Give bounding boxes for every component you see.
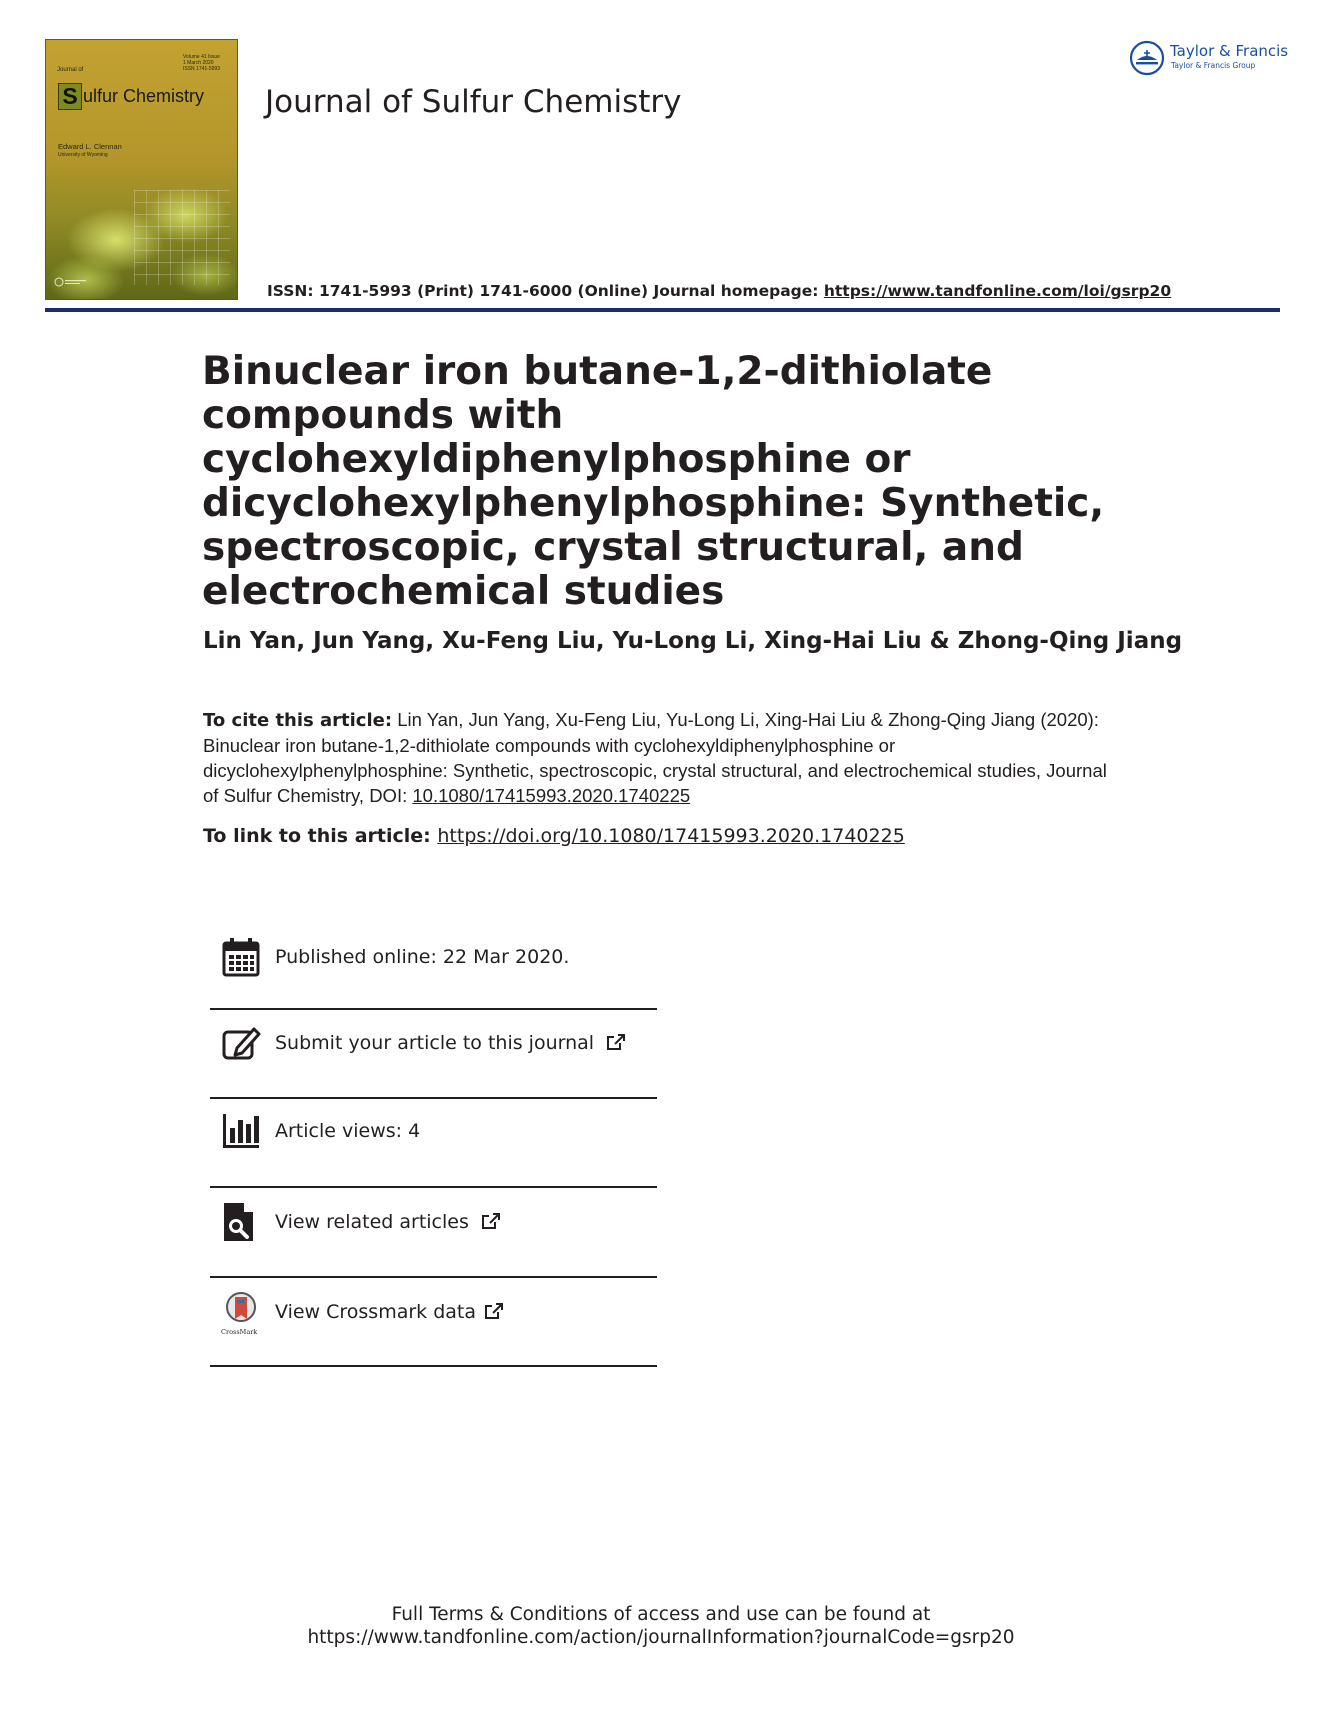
citation-text: Lin Yan, Jun Yang, Xu-Feng Liu, Yu-Long Li, Xing-Hai Liu & Zhong-Qing Jiang (2020): Binuclear iron butane-1,2-dithiolate compounds with cyclohexyldiphenylphosphine or dicyclohexylphenylphosphine: Synthetic, spectroscopic, crystal structural, and electrochemical studies, Journal of Sulfur Chemistry, DOI: — [203, 709, 1107, 806]
document-search-icon — [221, 1201, 261, 1243]
journal-homepage-link[interactable]: https://www.tandfonline.com/loi/gsrp20 — [823, 282, 1172, 300]
cover-grid-pattern — [134, 190, 230, 285]
journal-title: Journal of Sulfur Chemistry — [265, 84, 682, 120]
crossmark-badge-text: CrossMark — [221, 1328, 258, 1336]
cover-title — [58, 83, 204, 110]
header-divider — [45, 308, 1280, 312]
article-views-text: Article views: 4 — [275, 1120, 421, 1142]
article-link-label: To link to this article: — [203, 825, 438, 847]
crossmark-item[interactable] — [210, 1291, 660, 1351]
info-divider — [210, 1097, 657, 1099]
external-link-icon — [606, 1033, 626, 1051]
info-divider — [210, 1186, 657, 1188]
cover-editor: Edward L. Clennan — [58, 142, 122, 151]
bar-chart-icon — [221, 1110, 261, 1152]
submit-article-text: Submit your article to this journal — [275, 1032, 595, 1054]
external-link-icon — [481, 1212, 501, 1230]
calendar-icon — [221, 936, 261, 978]
terms-line: Full Terms & Conditions of access and use can be found at — [391, 1604, 931, 1625]
doi-link[interactable]: 10.1080/17415993.2020.1740225 — [412, 785, 691, 806]
info-divider — [210, 1008, 657, 1010]
journal-cover-image — [45, 39, 238, 300]
cover-journal-of: Journal of — [57, 67, 84, 73]
cover-title-initial: S — [58, 83, 82, 110]
terms-footer — [0, 1603, 1322, 1649]
citation-block — [203, 707, 1123, 808]
article-title: Binuclear iron butane-1,2-dithiolate compounds with cyclohexyldiphenylphosphine or dicyclohexylphenylphosphine: Synthetic, spectroscopic, crystal structural, and electrochemical studies — [202, 349, 1105, 614]
info-divider — [210, 1276, 657, 1278]
citation-label: To cite this article: — [203, 710, 393, 731]
submit-article-item[interactable] — [210, 1022, 660, 1082]
article-link-row — [203, 825, 905, 847]
crossmark-icon — [221, 1291, 261, 1333]
taylor-francis-logo-icon[interactable] — [1128, 39, 1166, 77]
cover-affiliation: University of Wyoming — [58, 152, 108, 158]
edit-icon — [221, 1022, 261, 1064]
article-views-item — [210, 1110, 660, 1170]
article-authors: Lin Yan, Jun Yang, Xu-Feng Liu, Yu-Long Li, Xing-Hai Liu & Zhong-Qing Jiang — [203, 628, 1183, 654]
terms-url[interactable]: https://www.tandfonline.com/action/journalInformation?journalCode=gsrp20 — [307, 1627, 1015, 1648]
external-link-icon — [484, 1302, 504, 1320]
issn-text: ISSN: 1741-5993 (Print) 1741-6000 (Online) Journal homepage: — [267, 282, 824, 300]
related-articles-item[interactable] — [210, 1201, 660, 1261]
related-articles-text: View related articles — [275, 1211, 469, 1233]
published-online-text: Published online: 22 Mar 2020. — [275, 946, 570, 968]
published-online-item — [210, 936, 660, 996]
submit-article-link[interactable] — [275, 1032, 626, 1054]
info-divider — [210, 1365, 657, 1367]
article-doi-url[interactable]: https://doi.org/10.1080/17415993.2020.1740225 — [437, 825, 905, 847]
cover-volume-info: Volume 41 Issue 1 March 2020 ISSN 1741-5993 — [183, 54, 220, 72]
publisher-group: Taylor & Francis Group — [1171, 61, 1256, 70]
issn-line — [267, 282, 1171, 300]
crossmark-text: View Crossmark data — [275, 1301, 477, 1323]
crossmark-link[interactable] — [275, 1301, 504, 1323]
related-articles-link[interactable] — [275, 1211, 501, 1233]
cover-publisher-logo — [54, 277, 88, 287]
publisher-name: Taylor & Francis — [1170, 42, 1289, 60]
cover-title-rest: ulfur Chemistry — [83, 86, 205, 106]
